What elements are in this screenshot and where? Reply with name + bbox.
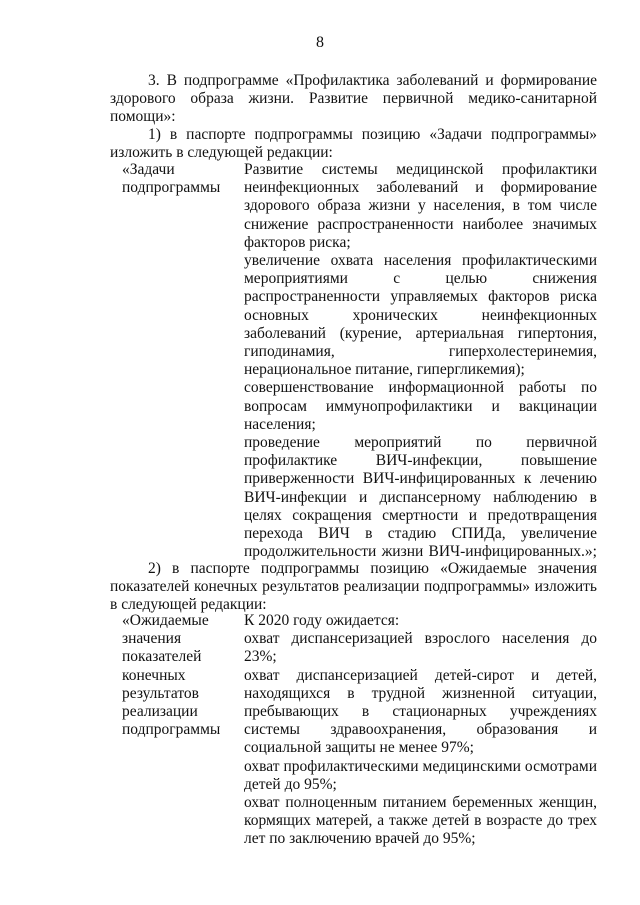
tasks-item: увеличение охвата населения профилактическими мероприятиями с целью снижения распространенности управляемых факторов риска основных хронических неинфекционных заболеваний (курение, артериальная гипертония, гиподинамия, гиперхолестеринемия, нерациональное питание, гипергликемия); [244,252,597,379]
results-item: охват профилактическими медицинскими осмотрами детей до 95%; [244,757,597,793]
intro-paragraph: 3. В подпрограмме «Профилактика заболеваний и формирование здорового образа жизни. Развитие первичной медико-санитарной помощи»: [110,72,597,126]
tasks-item: совершенствование информационной работы по вопросам иммунопрофилактики и вакцинации населения; [244,379,597,433]
results-item: охват диспансеризацией взрослого населения до 23%; [244,630,597,666]
results-label: «Ожидаемые значения показателей конечных результатов реализации подпрограммы [122,612,221,739]
results-item: охват диспансеризацией детей-сирот и детей, находящихся в трудной жизненной ситуации, пребывающих в стационарных учреждениях системы здравоохранения, образования и социальной защиты не менее 97%; [244,666,597,757]
page-number: 8 [316,34,324,51]
tasks-item: Развитие системы медицинской профилактики неинфекционных заболеваний и формирование здорового образа жизни у населения, в том числе снижение распространенности наиболее значимых факторов риска; [244,161,597,251]
item-2-paragraph: 2) в паспорте подпрограммы позицию «Ожидаемые значения показателей конечных результатов реализации подпрограммы» изложить в следующей редакции: [110,560,597,614]
results-item: охват полноценным питанием беременных женщин, кормящих матерей, а также детей в возрасте до трех лет по заключению врачей до 95%; [244,794,597,848]
tasks-label: «Задачи подпрограммы [122,161,221,197]
tasks-content [244,161,597,561]
item-1-paragraph: 1) в паспорте подпрограммы позицию «Задачи подпрограммы» изложить в следующей редакции: [110,126,597,162]
tasks-item: проведение мероприятий по первичной профилактике ВИЧ-инфекции, повышение приверженности ВИЧ-инфицированных к лечению ВИЧ-инфекции и диспансерному наблюдению в целях сокращения смертности и предотвращения перехода ВИЧ в стадию СПИДа, увеличение продолжительности жизни ВИЧ-инфицированных.»; [244,434,597,561]
results-content [244,612,597,849]
results-item: К 2020 году ожидается: [244,612,400,629]
